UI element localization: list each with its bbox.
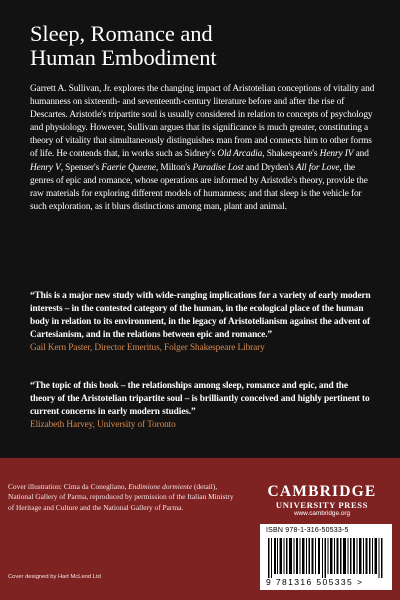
work-title-henry-v: Henry V: [30, 162, 61, 173]
cover-designer-credit: Cover designed by Hart McLeod Ltd: [8, 574, 101, 580]
book-description: [30, 83, 375, 214]
artwork-title: Endimione dormiente: [128, 482, 193, 491]
work-title-old-arcadia: Old Arcadia: [217, 149, 263, 160]
blurb-text: and Dryden's: [243, 162, 296, 173]
credit-text: (detail), National Gallery of Parma, reproduced by permission of the Italian Ministry of Heritage and Culture and the National Gallery of Parma.: [8, 482, 234, 512]
blurb-text: and: [353, 149, 369, 160]
publisher-name: CAMBRIDGE: [267, 483, 377, 500]
work-title-faerie-queene: Faerie Queene: [101, 162, 156, 173]
work-title-all-for-love: All for Love: [295, 162, 340, 173]
endorsement-attribution: Gail Kern Paster, Director Emeritus, Folger Shakespeare Library: [30, 343, 265, 354]
endorsement-quote: [30, 380, 375, 432]
credit-text: Cover illustration: Cima da Conegliano,: [8, 482, 129, 491]
endorsement-text: “This is a major new study with wide-ranging implications for a variety of early modern interests – in the contested category of the human, in the ecological place of the human body in relation to its environment, in the legacy of Aristotelianism against the advent of Cartesianism, and in the relations between epic and romance.”: [30, 291, 371, 341]
book-title-line-2: Human Embodiment: [30, 45, 217, 70]
work-title-henry-iv: Henry IV: [319, 149, 354, 160]
isbn-barcode-box: [260, 524, 392, 590]
publisher-url: www.cambridge.org: [293, 510, 351, 517]
blurb-text: , Spenser's: [60, 162, 102, 173]
blurb-text: , Milton's: [155, 162, 193, 173]
blurb-text: , the genres of epic and romance, whose operations are informed by Aristotle's theory, provide the raw materials for exploring different models of humanness; and that sleep is the vehicle for such exploration, as it blurs distinctions among man, plant and animal.: [30, 162, 368, 212]
endorsement-text: “The topic of this book – the relationships among sleep, romance and epic, and the theory of the Aristotelian tripartite soul – is brilliantly conceived and highly pertinent to current concerns in early modern studies.”: [30, 381, 370, 418]
work-title-paradise-lost: Paradise Lost: [192, 162, 244, 173]
blurb-text: Garrett A. Sullivan, Jr. explores the changing impact of Aristotelian conceptions of vitality and humanness on sixteenth- and seventeenth-century literature before and after the rise of Descartes. Aristotle's tripartite soul is usually considered in relation to concepts of psychology and physiology. However, Sullivan argues that its significance is much greater, constituting a theory of vitality that simultaneously distinguishes man from and connects him to other forms of life. He contends that, in works such as Sidney's: [30, 84, 375, 160]
endorsement-quote: [30, 290, 375, 355]
cover-illustration-credit: [8, 482, 238, 513]
barcode-icon: [268, 538, 384, 578]
isbn-number: ISBN 978-1-316-50533-5: [266, 527, 349, 534]
endorsement-attribution: Elizabeth Harvey, University of Toronto: [30, 420, 176, 431]
publisher-press: UNIVERSITY PRESS: [275, 500, 369, 510]
barcode-digits: 9 781316 505335 >: [266, 577, 364, 587]
blurb-text: , Shakespeare's: [262, 149, 320, 160]
book-title: [30, 22, 370, 70]
book-title-line-1: Sleep, Romance and: [30, 21, 213, 46]
publisher-logo: [252, 484, 392, 518]
